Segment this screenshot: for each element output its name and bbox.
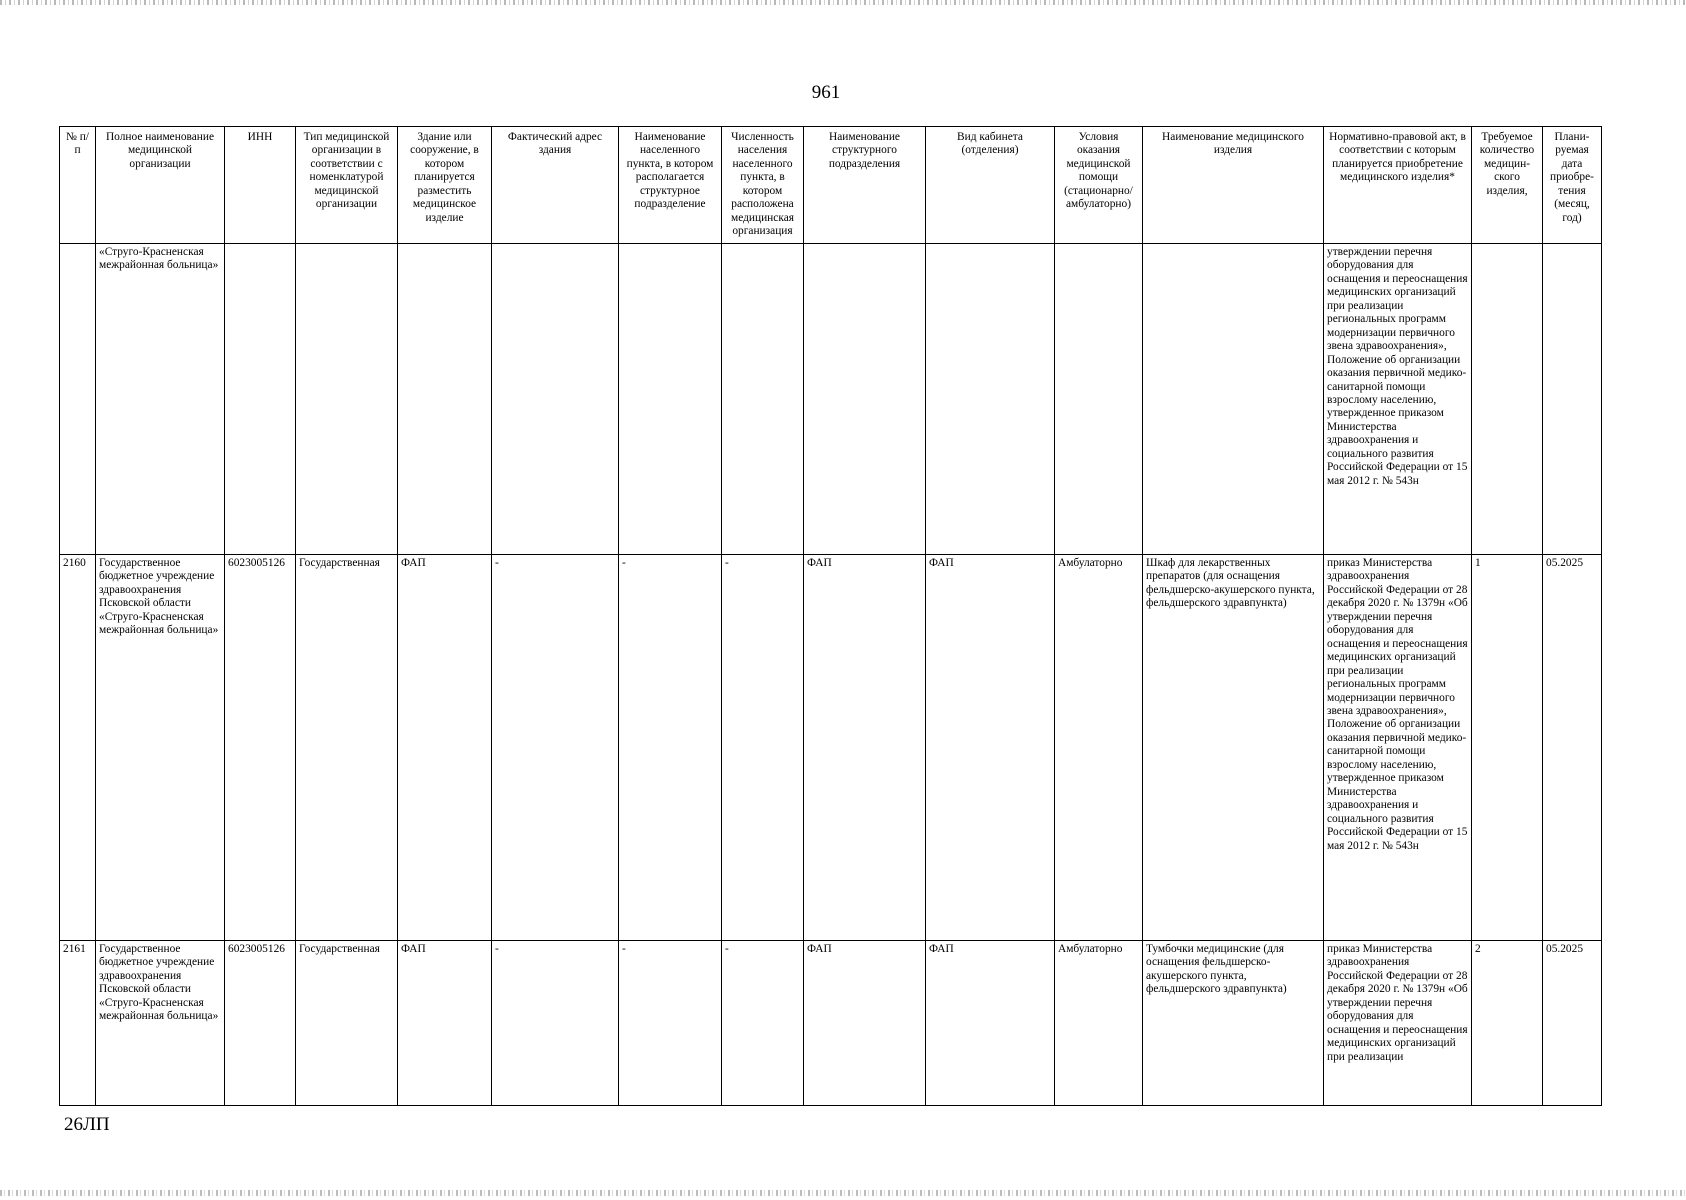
cell-purchase-date: 05.2025 (1543, 941, 1602, 1106)
header-number: № п/п (60, 127, 96, 244)
cell-device-name: Тумбочки медицинские (для оснащения фельдшерско-акушерского пункта, фельдшерского здравпункта) (1143, 941, 1324, 1106)
header-inn: ИНН (225, 127, 296, 244)
header-purchase-date: Плани-руемая дата приобре-тения (месяц, год) (1543, 127, 1602, 244)
header-quantity: Требуемое количество медицин-ского изделия, (1472, 127, 1543, 244)
page-number: 961 (811, 82, 841, 103)
cell-care-conditions: Амбулаторно (1055, 941, 1143, 1106)
cell-organization-name: Государственное бюджетное учреждение здравоохранения Псковской области «Струго-Красненская межрайонная больница» (96, 555, 225, 941)
header-settlement: Наименование населенного пункта, в котором располагается структурное подразделение (619, 127, 722, 244)
cell-device-name: Шкаф для лекарственных препаратов (для оснащения фельдшерско-акушерского пункта, фельдшерского здравпункта) (1143, 555, 1324, 941)
cell-population (722, 244, 804, 555)
cell-number (60, 244, 96, 555)
header-care-conditions: Условия оказания медицинской помощи (стационарно/ амбулаторно) (1055, 127, 1143, 244)
cell-care-conditions: Амбулаторно (1055, 555, 1143, 941)
cell-organization-name: «Струго-Красненская межрайонная больница» (96, 244, 225, 555)
cell-building: ФАП (398, 555, 492, 941)
cell-quantity: 1 (1472, 555, 1543, 941)
scan-edge-top (0, 0, 1686, 5)
cell-number: 2161 (60, 941, 96, 1106)
cell-building (398, 244, 492, 555)
header-organization-type: Тип медицинской организации в соответствии с номенклатурой медицинской организации (296, 127, 398, 244)
cell-care-conditions (1055, 244, 1143, 555)
cell-settlement (619, 244, 722, 555)
cell-settlement: - (619, 555, 722, 941)
header-legal-act: Нормативно-правовой акт, в соответствии с которым планируется приобретение медицинского изделия* (1324, 127, 1472, 244)
cell-building: ФАП (398, 941, 492, 1106)
cell-department: ФАП (804, 555, 926, 941)
cell-settlement: - (619, 941, 722, 1106)
cell-population: - (722, 555, 804, 941)
cell-organization-type: Государственная (296, 555, 398, 941)
cell-quantity (1472, 244, 1543, 555)
cell-legal-act: приказ Министерства здравоохранения Российской Федерации от 28 декабря 2020 г. № 1379н «Об утверждении перечня оборудования для оснащения и переоснащения медицинских организаций при реализации (1324, 941, 1472, 1106)
header-address: Фактический адрес здания (492, 127, 619, 244)
table-header-row (60, 127, 1602, 244)
cell-cabinet-type: ФАП (926, 941, 1055, 1106)
cell-organization-type: Государственная (296, 941, 398, 1106)
table-row (60, 244, 1602, 555)
header-organization-name: Полное наименование медицинской организации (96, 127, 225, 244)
header-cabinet-type: Вид кабинета (отделения) (926, 127, 1055, 244)
cell-inn (225, 244, 296, 555)
cell-population: - (722, 941, 804, 1106)
cell-cabinet-type (926, 244, 1055, 555)
cell-inn: 6023005126 (225, 555, 296, 941)
table-row (60, 555, 1602, 941)
document-code: 26ЛП (64, 1114, 110, 1135)
cell-inn: 6023005126 (225, 941, 296, 1106)
cell-legal-act: приказ Министерства здравоохранения Российской Федерации от 28 декабря 2020 г. № 1379н «Об утверждении перечня оборудования для оснащения и переоснащения медицинских организаций при реализации региональных программ модернизации первичного звена здравоохранения», Положение об организации оказания первичной медико-санитарной помощи взрослому населению, утвержденное приказом Министерства здравоохранения и социального развития Российской Федерации от 15 мая 2012 г. № 543н (1324, 555, 1472, 941)
cell-number: 2160 (60, 555, 96, 941)
header-population: Численность населения населенного пункта, в котором расположена медицинская организация (722, 127, 804, 244)
medical-equipment-table (59, 126, 1602, 1106)
cell-organization-name: Государственное бюджетное учреждение здравоохранения Псковской области «Струго-Красненская межрайонная больница» (96, 941, 225, 1106)
cell-address: - (492, 555, 619, 941)
cell-cabinet-type: ФАП (926, 555, 1055, 941)
cell-address (492, 244, 619, 555)
cell-legal-act: утверждении перечня оборудования для оснащения и переоснащения медицинских организаций при реализации региональных программ модернизации первичного звена здравоохранения», Положение об организации оказания первичной медико-санитарной помощи взрослому населению, утвержденное приказом Министерства здравоохранения и социального развития Российской Федерации от 15 мая 2012 г. № 543н (1324, 244, 1472, 555)
cell-department: ФАП (804, 941, 926, 1106)
header-device-name: Наименование медицинского изделия (1143, 127, 1324, 244)
cell-purchase-date: 05.2025 (1543, 555, 1602, 941)
scan-edge-bottom (0, 1190, 1686, 1196)
header-building: Здание или сооружение, в котором планируется разместить медицинское изделие (398, 127, 492, 244)
cell-department (804, 244, 926, 555)
header-department: Наименование структурного подразделения (804, 127, 926, 244)
table-row (60, 941, 1602, 1106)
cell-quantity: 2 (1472, 941, 1543, 1106)
cell-purchase-date (1543, 244, 1602, 555)
cell-device-name (1143, 244, 1324, 555)
cell-organization-type (296, 244, 398, 555)
cell-address: - (492, 941, 619, 1106)
